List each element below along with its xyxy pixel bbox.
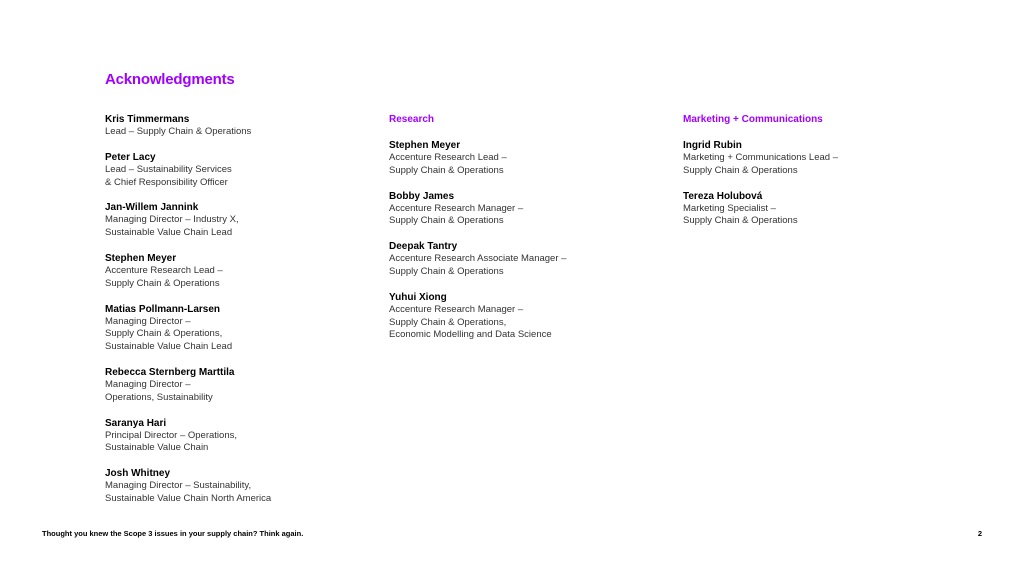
person-role-line: Managing Director – Sustainability,	[105, 480, 252, 492]
person-name: Tereza Holubová	[683, 190, 763, 202]
person-entry	[683, 139, 943, 178]
person-role-line: Lead – Sustainability Services	[105, 163, 232, 175]
person-entry	[105, 417, 365, 456]
page-number: 2	[977, 529, 982, 538]
section-heading-marketing: Marketing + Communications	[683, 114, 823, 125]
person-role-line: Marketing + Communications Lead –	[683, 152, 838, 163]
marketing-people-list	[683, 139, 943, 228]
person-role-line: Supply Chain & Operations,	[389, 316, 507, 328]
person-role-line: Lead – Supply Chain & Operations	[105, 126, 252, 137]
person-entry	[683, 190, 943, 229]
person-entry	[105, 151, 365, 190]
person-name: Josh Whitney	[105, 468, 171, 480]
person-entry	[389, 240, 649, 279]
person-entry	[105, 467, 365, 506]
person-role-line: Supply Chain & Operations	[389, 164, 504, 176]
person-role-line: Principal Director – Operations,	[105, 429, 237, 441]
person-role-line: Marketing Specialist –	[683, 202, 776, 214]
person-name: Kris Timmermans	[105, 114, 190, 125]
person-entry	[389, 190, 649, 229]
person-role-line: Accenture Research Manager –	[389, 202, 524, 214]
person-role-line: Accenture Research Lead –	[389, 152, 507, 163]
person-role-line: Sustainable Value Chain Lead	[105, 227, 233, 239]
person-role-line: Managing Director – Industry X,	[105, 214, 239, 226]
person-name: Stephen Meyer	[389, 140, 461, 151]
person-role-line: Supply Chain & Operations	[389, 265, 504, 277]
person-name: Deepak Tantry	[389, 241, 458, 253]
person-role-line: Operations, Sustainability	[105, 391, 213, 403]
person-name: Saranya Hari	[105, 417, 167, 429]
person-name: Jan-Willem Jannink	[105, 202, 199, 214]
person-entry	[105, 303, 365, 354]
person-role-line: Supply Chain & Operations,	[105, 328, 223, 340]
person-role-line: Accenture Research Associate Manager –	[389, 253, 567, 265]
person-name: Yuhui Xiong	[389, 291, 447, 303]
research-people-list	[389, 139, 649, 342]
person-entry	[105, 201, 365, 240]
person-role-line: Economic Modelling and Data Science	[389, 329, 552, 341]
person-entry	[105, 366, 365, 405]
person-name: Matias Pollmann-Larsen	[105, 303, 221, 315]
person-entry	[389, 291, 649, 342]
footer-tagline: Thought you knew the Scope 3 issues in your supply chain? Think again.	[42, 529, 304, 538]
person-name: Rebecca Sternberg Marttila	[105, 366, 235, 378]
person-role-line: Sustainable Value Chain Lead	[105, 341, 233, 353]
person-role-line: Managing Director –	[105, 315, 191, 327]
column-research	[389, 113, 649, 354]
person-role-line: Accenture Research Lead –	[105, 264, 223, 276]
person-entry	[389, 139, 649, 178]
person-role-line: Supply Chain & Operations	[105, 277, 220, 289]
page-title: Acknowledgments	[105, 71, 235, 88]
person-role-line: Managing Director –	[105, 378, 191, 390]
person-name: Bobby James	[389, 190, 455, 202]
person-role-line: & Chief Responsibility Officer	[105, 176, 228, 188]
person-entry	[105, 113, 365, 139]
person-role-line: Supply Chain & Operations	[389, 215, 504, 227]
person-role-line: Sustainable Value Chain	[105, 442, 209, 454]
person-entry	[105, 252, 365, 291]
person-name: Peter Lacy	[105, 151, 156, 163]
column-leadership	[105, 113, 365, 518]
person-role-line: Sustainable Value Chain North America	[105, 492, 272, 504]
person-role-line: Accenture Research Manager –	[389, 303, 524, 315]
person-role-line: Supply Chain & Operations	[683, 215, 798, 227]
column-marketing	[683, 113, 943, 240]
person-role-line: Supply Chain & Operations	[683, 164, 798, 176]
section-heading-research: Research	[389, 114, 435, 125]
person-name: Ingrid Rubin	[683, 140, 742, 151]
person-name: Stephen Meyer	[105, 252, 177, 264]
